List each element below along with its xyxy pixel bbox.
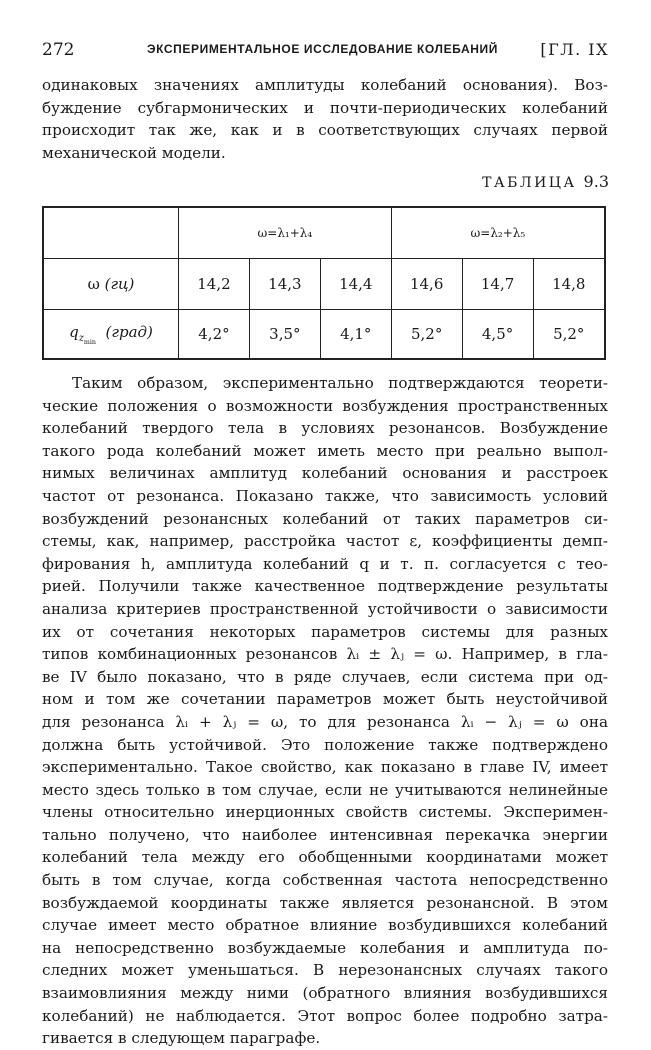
text-line: следних может уменьшаться. В нерезонансных случаях такого [42, 961, 608, 980]
text-line: быть в том случае, когда собственная частота непосредственно [42, 871, 608, 890]
q-cell: 5,2° [391, 310, 462, 360]
chapter-marker: [ГЛ. IX [540, 40, 609, 59]
table-caption-number: 9.3 [583, 172, 609, 191]
q-symbol: q [69, 322, 79, 341]
data-table [42, 206, 606, 360]
text-line: ческие положения о возможности возбуждения пространственных [42, 396, 608, 415]
text-line: фирования h, амплитуда колебаний q и т. п. согласуется с тео- [42, 554, 608, 573]
text-line: возбуждений резонансных колебаний от таких параметров си- [42, 509, 608, 528]
text-line: взаимовлияния между ними (обратного влияния возбудившихся [42, 984, 608, 1003]
q-cell: 5,2° [533, 310, 605, 360]
text-line: анализа критериев пространственной устойчивости о зависимости [42, 599, 608, 618]
text-line: случае имеет место обратное влияние возбудившихся колебаний [42, 916, 608, 935]
text-line: экспериментально. Такое свойство, как показано в главе IV, имеет [42, 758, 608, 777]
freq-cell: 14,4 [320, 259, 391, 310]
text-line: стемы, как, например, расстройка частот ε, коэффициенты демп- [42, 532, 608, 551]
freq-symbol: ω [87, 275, 100, 293]
text-line: рией. Получили также качественное подтверждение результаты [42, 577, 608, 596]
text-line: Таким образом, экспериментально подтверждаются теорети- [72, 374, 608, 392]
text-line: место здесь только в том случае, если не учитываются нелинейные [42, 780, 608, 799]
text-line: члены относительно инерционных свойств системы. Эксперимен- [42, 803, 608, 822]
text-line: тально получено, что наиболее интенсивная перекачка энергии [42, 825, 608, 844]
q-cell: 3,5° [249, 310, 320, 360]
text-line: должна быть устойчивой. Это положение также подтверждено [42, 735, 608, 754]
text-line: нимых величинах амплитуд колебаний основания и расстроек [42, 464, 608, 483]
table-corner-cell [43, 207, 179, 259]
text-line: такого рода колебаний может иметь место при реально выпол- [42, 441, 608, 460]
freq-cell: 14,2 [179, 259, 250, 310]
q-subscript: z [78, 332, 84, 344]
freq-cell: 14,7 [462, 259, 533, 310]
q-cell: 4,2° [179, 310, 250, 360]
text-line: частот от резонанса. Показано также, что зависимость условий [42, 486, 608, 505]
text-line: их от сочетания некоторых параметров системы для разных [42, 622, 608, 641]
row-label-amplitude [43, 310, 179, 360]
table-header-row [43, 207, 605, 259]
table-row-frequency [43, 259, 605, 310]
table-caption [482, 172, 609, 191]
text-line: для резонанса λᵢ + λⱼ = ω, то для резонанса λᵢ − λⱼ = ω она [42, 712, 608, 731]
text-line: буждение субгармонических и почти-периодических колебаний [42, 98, 608, 117]
text-line: колебаний) не наблюдается. Этот вопрос более подробно затра- [42, 1006, 608, 1025]
text-line: одинаковых значениях амплитуды колебаний основания). Воз- [42, 76, 608, 94]
freq-unit: (гц) [104, 275, 135, 293]
table-row-amplitude [43, 310, 605, 360]
freq-cell: 14,3 [249, 259, 320, 310]
q-cell: 4,1° [320, 310, 391, 360]
freq-cell: 14,6 [391, 259, 462, 310]
table-caption-word: ТАБЛИЦА [482, 175, 577, 191]
text-line: ве IV было показано, что в ряде случаев, если система при од- [42, 667, 608, 686]
q-subsubscript: min [83, 338, 96, 346]
text-line: колебаний твердого тела в условиях резонансов. Возбуждение [42, 419, 608, 438]
paragraph-2 [42, 372, 608, 1050]
group-header-2: ω=λ₂+λ₅ [391, 207, 605, 259]
page-number: 272 [42, 40, 75, 60]
running-header [42, 40, 609, 62]
q-cell: 4,5° [462, 310, 533, 360]
running-title: ЭКСПЕРИМЕНТАЛЬНОЕ ИССЛЕДОВАНИЕ КОЛЕБАНИЙ [147, 42, 498, 56]
text-line: колебаний тела между его обобщенными координатами может [42, 848, 608, 867]
text-line: возбуждаемой координаты также является резонансной. В этом [42, 893, 608, 912]
q-unit: (град) [105, 322, 153, 341]
text-line: ном и том же сочетании параметров может быть неустойчивой [42, 690, 608, 709]
text-line: гивается в следующем параграфе. [42, 1029, 321, 1048]
group-header-1: ω=λ₁+λ₄ [179, 207, 392, 259]
paragraph-1 [42, 74, 608, 164]
text-line: происходит так же, как и в соответствующих случаях первой [42, 121, 608, 140]
freq-cell: 14,8 [533, 259, 605, 310]
row-label-frequency [43, 259, 179, 310]
text-line: типов комбинационных резонансов λᵢ ± λⱼ = ω. Например, в гла- [42, 645, 608, 664]
text-line: на непосредственно возбуждаемые колебания и амплитуда по- [42, 938, 608, 957]
text-line: механической модели. [42, 143, 226, 162]
